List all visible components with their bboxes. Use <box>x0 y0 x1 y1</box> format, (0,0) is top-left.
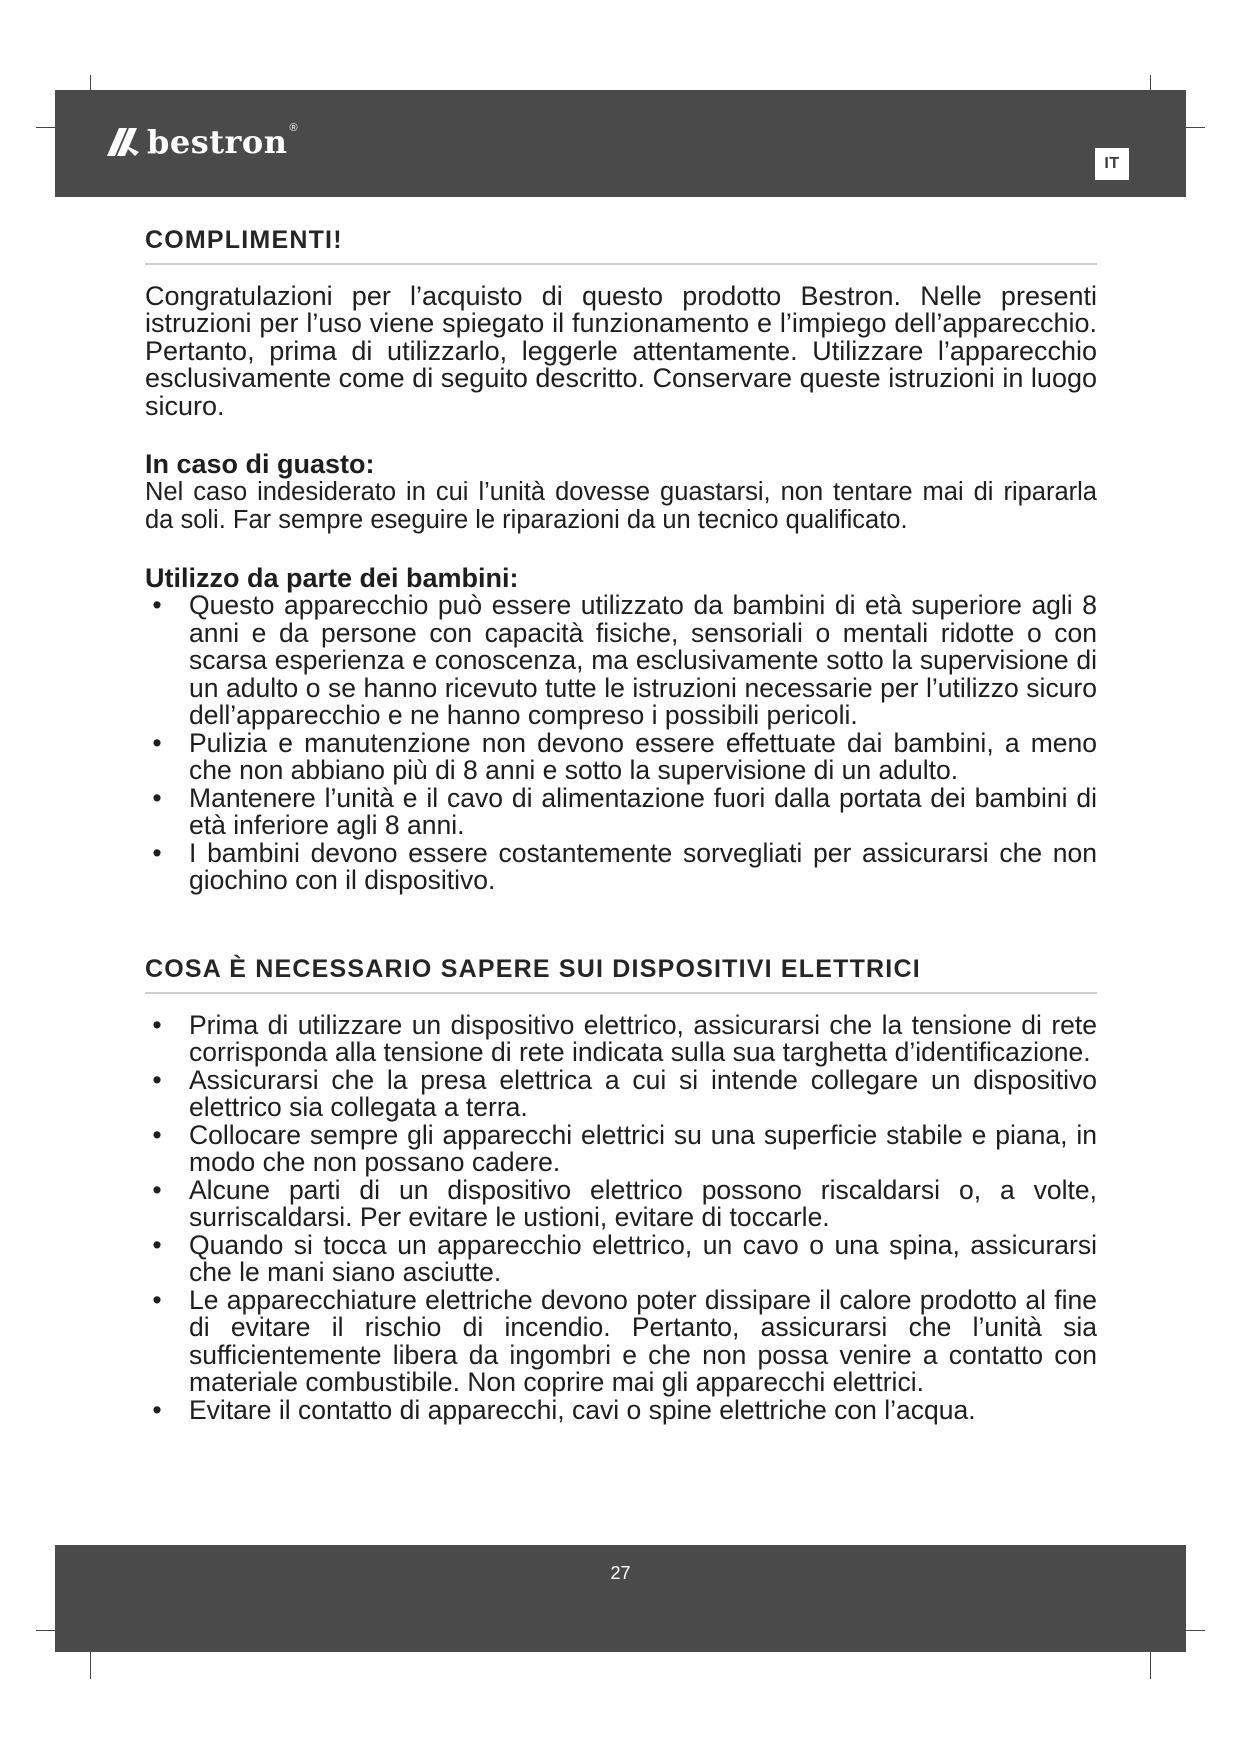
list-item-text: Collocare sempre gli apparecchi elettrici su una superficie stabile e piana, in modo che non possano cadere. <box>189 1119 1097 1177</box>
chevrons-icon <box>105 124 141 160</box>
list-item-text: Prima di utilizzare un dispositivo elettrico, assicurarsi che la tensione di rete corrisponda alla tensione di rete indicata sulla sua targhetta d’identificazione. <box>189 1009 1097 1067</box>
list-item <box>145 1174 1097 1232</box>
list-item-text: I bambini devono essere costantemente sorvegliati per assicurarsi che non giochino con il dispositivo. <box>189 837 1097 896</box>
list-item-text: Questo apparecchio può essere utilizzato da bambini di età superiore agli 8 anni e da persone con capacità fisiche, sensoriali o mentali ridotte o con scarsa esperienza e conoscenza, ma esclusivamente sotto la supervisione di un adulto o se hanno ricevuto tutte le istruzioni necessarie per l’utilizzo sicuro dell’apparecchio e ne hanno compreso i possibili pericoli. <box>189 590 1097 731</box>
children-heading: Utilizzo da parte dei bambini: <box>145 563 519 594</box>
bullet-icon: • <box>152 1394 162 1425</box>
fault-text: Nel caso indesiderato in cui l’unità dovesse guastarsi, non tentare mai di ripararla da soli. Far sempre eseguire le riparazioni da un tecnico qualificato. <box>145 478 1097 535</box>
list-item <box>145 1229 1097 1287</box>
list-item-text: Quando si tocca un apparecchio elettrico, un cavo o una spina, assicurarsi che le mani siano asciutte. <box>189 1229 1097 1287</box>
language-badge: IT <box>1095 148 1129 180</box>
list-item <box>145 1009 1097 1067</box>
list-item-text: Le apparecchiature elettriche devono poter dissipare il calore prodotto al fine di evitare il rischio di incendio. Pertanto, assicurarsi che l’unità sia sufficientemente libera da ingombri e che non possa venire a contatto con materiale combustibile. Non coprire mai gli apparecchi elettrici. <box>189 1284 1097 1397</box>
fault-heading: In caso di guasto: <box>145 449 375 480</box>
header-bar <box>55 90 1186 197</box>
list-item-text: Evitare il contatto di apparecchi, cavi o spine elettriche con l’acqua. <box>189 1394 976 1425</box>
children-list <box>145 592 1097 895</box>
list-item-text: Pulizia e manutenzione non devono essere effettuate dai bambini, a meno che non abbiano più di 8 anni e sotto la supervisione di un adulto. <box>189 727 1097 786</box>
bullet-icon: • <box>152 1174 162 1205</box>
list-item <box>145 1119 1097 1177</box>
bullet-icon: • <box>152 727 162 758</box>
intro-paragraph: Congratulazioni per l’acquisto di questo prodotto Bestron. Nelle presenti istruzioni per l’uso viene spiegato il funzionamento e l’impiego dell’apparecchio. Pertanto, prima di utilizzarlo, leggerle attentamente. Utilizzare l’apparecchio esclusivamente come di seguito descritto. Conservare queste istruzioni in luogo sicuro. <box>145 280 1097 421</box>
brand-name: bestron <box>147 123 288 161</box>
brand-logo <box>105 120 298 164</box>
list-item <box>145 782 1097 841</box>
bullet-icon: • <box>152 782 162 813</box>
registered-mark: ® <box>289 122 298 134</box>
list-item <box>145 727 1097 786</box>
bullet-icon: • <box>152 1284 162 1315</box>
list-item <box>145 1284 1097 1397</box>
page-content <box>145 226 1097 1424</box>
list-item <box>145 1394 1097 1425</box>
bullet-icon: • <box>152 590 162 621</box>
list-item-text: Assicurarsi che la presa elettrica a cui si intende collegare un dispositivo elettrico sia collegata a terra. <box>189 1064 1097 1122</box>
list-item <box>145 1064 1097 1122</box>
bullet-icon: • <box>152 1119 162 1150</box>
bullet-icon: • <box>152 1009 162 1040</box>
section-title-electrical: COSA È NECESSARIO SAPERE SUI DISPOSITIVI ELETTRICI <box>145 955 1097 994</box>
electrical-list <box>145 1009 1097 1425</box>
page-number: 27 <box>610 1563 631 1583</box>
bullet-icon: • <box>152 1064 162 1095</box>
electrical-section <box>145 955 1097 1424</box>
section-title-compliments: COMPLIMENTI! <box>145 226 1097 265</box>
list-item-text: Alcune parti di un dispositivo elettrico possono riscaldarsi o, a volte, surriscaldarsi. Per evitare le ustioni, evitare di toccarle. <box>189 1174 1097 1232</box>
bullet-icon: • <box>152 1229 162 1260</box>
list-item <box>145 837 1097 896</box>
bullet-icon: • <box>152 837 162 868</box>
list-item <box>145 592 1097 730</box>
footer-bar <box>55 1545 1186 1652</box>
list-item-text: Mantenere l’unità e il cavo di alimentazione fuori dalla portata dei bambini di età inferiore agli 8 anni. <box>189 782 1097 841</box>
